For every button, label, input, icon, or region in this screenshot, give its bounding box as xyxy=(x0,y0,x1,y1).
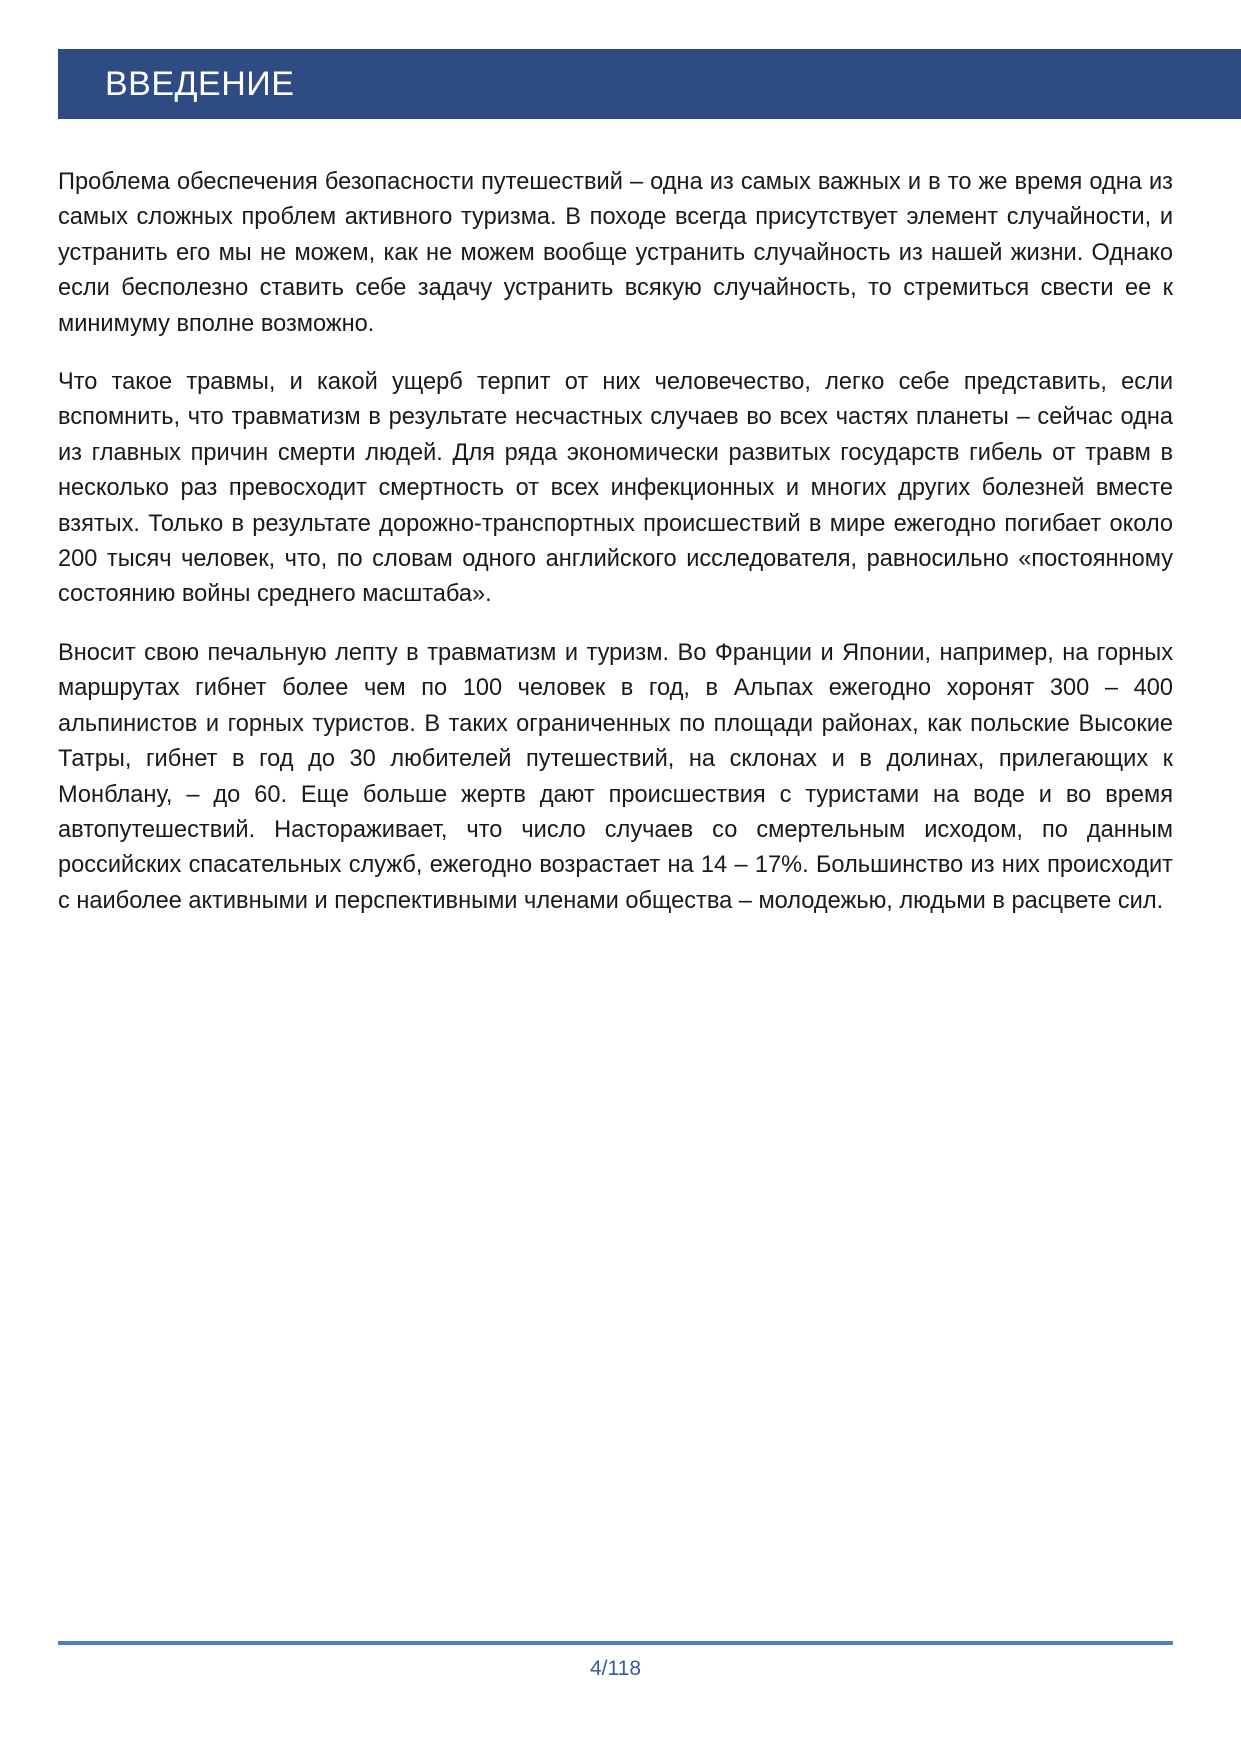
paragraph-1: Проблема обеспечения безопасности путешествий – одна из самых важных и в то же время одна из самых сложных проблем активного туризма. В походе всегда присутствует элемент случайности, и устранить его мы не можем, как не можем вообще устранить случайность из нашей жизни. Однако если бесполезно ставить себе задачу устранить всякую случайность, то стремиться свести ее к минимуму вполне возможно. xyxy=(58,169,1173,337)
footer-divider xyxy=(58,1641,1173,1645)
paragraph-3: Вносит свою печальную лепту в травматизм и туризм. Во Франции и Японии, например, на горных маршрутах гибнет более чем по 100 человек в год, в Альпах ежегодно хоронят 300 – 400 альпинистов и горных туристов. В таких ограниченных по площади районах, как польские Высокие Татры, гибнет в год до 30 любителей путешествий, на склонах и в долинах, прилегающих к Монблану, – до 60. Еще больше жертв дают происшествия с туристами на воде и во время автопутешествий. Настораживает, что число случаев со смертельным исходом, по данным российских спасательных служб, ежегодно возрастает на 14 – 17%. Большинство из них происходит с наиболее активными и перспективными членами общества – молодежью, людьми в расцвете сил. xyxy=(58,639,1173,914)
paragraph-2: Что такое травмы, и какой ущерб терпит от них человечество, легко себе представить, если вспомнить, что травматизм в результате несчастных случаев во всех частях планеты – сейчас одна из главных причин смерти людей. Для ряда экономически развитых государств гибель от травм в несколько раз превосходит смертность от всех инфекционных и многих других болезней вместе взятых. Только в результате дорожно-транспортных происшествий в мире ежегодно погибает около 200 тысяч человек, что, по словам одного английского исследователя, равносильно «постоянному состоянию войны среднего масштаба». xyxy=(58,369,1173,608)
body-text xyxy=(58,165,1173,942)
section-title: ВВЕДЕНИЕ xyxy=(105,64,295,103)
page-number: 4/118 xyxy=(590,1657,641,1680)
section-header-bar xyxy=(58,49,1241,119)
